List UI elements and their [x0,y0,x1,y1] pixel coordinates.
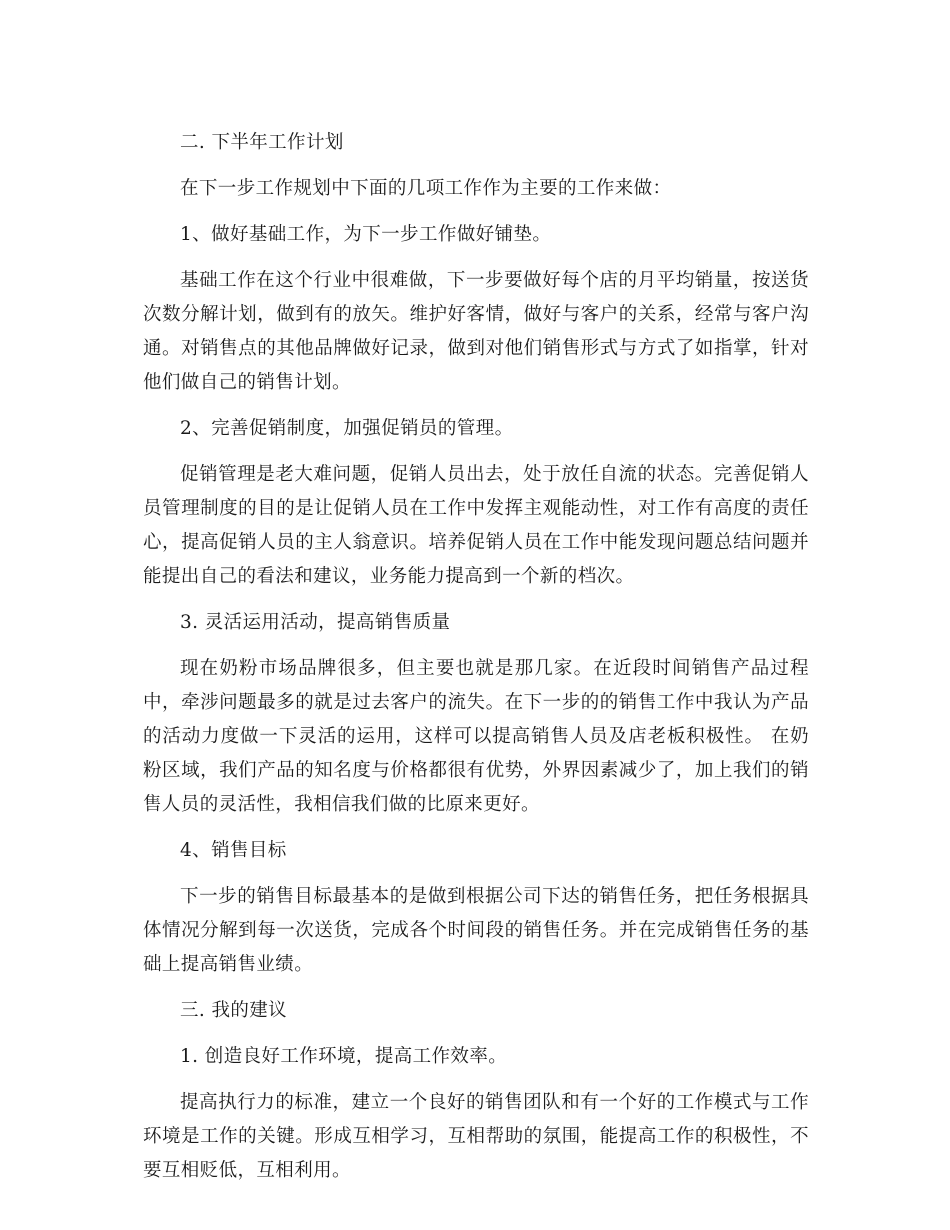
document-page [143,126,809,1200]
intro-paragraph: 在下一步工作规划中下面的几项工作作为主要的工作来做： [180,178,672,199]
suggestion-paragraph-1: 提高执行力的标准，建立一个良好的销售团队和有一个好的工作模式与工作环境是工作的关键。形成互相学习，互相帮助的氛围，能提高工作的积极性，不要互相贬低，互相利用。 [143,1092,809,1181]
item-paragraph-4: 下一步的销售目标最基本的是做到根据公司下达的销售任务，把任务根据具体情况分解到每一次送货，完成各个时间段的销售任务。并在完成销售任务的基础上提高销售业绩。 [143,886,809,975]
section-heading-suggestions: 三. 我的建议 [180,1000,288,1021]
suggestion-heading-1: 1. 创造良好工作环境，提高工作效率。 [180,1046,508,1067]
section-heading-plan: 二. 下半年工作计划 [180,132,344,153]
item-paragraph-3: 现在奶粉市场品牌很多，但主要也就是那几家。在近段时间销售产品过程中，牵涉问题最多的就是过去客户的流失。在下一步的的销售工作中我认为产品的活动力度做一下灵活的运用，这样可以提高销售人员及店老板积极性。 在奶粉区域，我们产品的知名度与价格都很有优势，外界因素减少了，加上我们的销售人员的灵活性，我相信我们做的比原来更好。 [143,658,809,815]
item-heading-1: 1、做好基础工作，为下一步工作做好铺垫。 [180,224,552,245]
item-paragraph-1: 基础工作在这个行业中很难做，下一步要做好每个店的月平均销量，按送货次数分解计划，做到有的放矢。维护好客情，做好与客户的关系，经常与客户沟通。对销售点的其他品牌做好记录，做到对他们销售形式与方式了如指掌，针对他们做自己的销售计划。 [143,270,809,393]
item-heading-4: 4、销售目标 [180,840,287,861]
item-heading-2: 2、完善促销制度，加强促销员的管理。 [180,418,514,439]
item-paragraph-2: 促销管理是老大难问题，促销人员出去，处于放任自流的状态。完善促销人员管理制度的目的是让促销人员在工作中发挥主观能动性，对工作有高度的责任心，提高促销人员的主人翁意识。培养促销人员在工作中能发现问题总结问题并能提出自己的看法和建议，业务能力提高到一个新的档次。 [143,464,809,587]
item-heading-3: 3. 灵活运用活动，提高销售质量 [180,612,451,633]
